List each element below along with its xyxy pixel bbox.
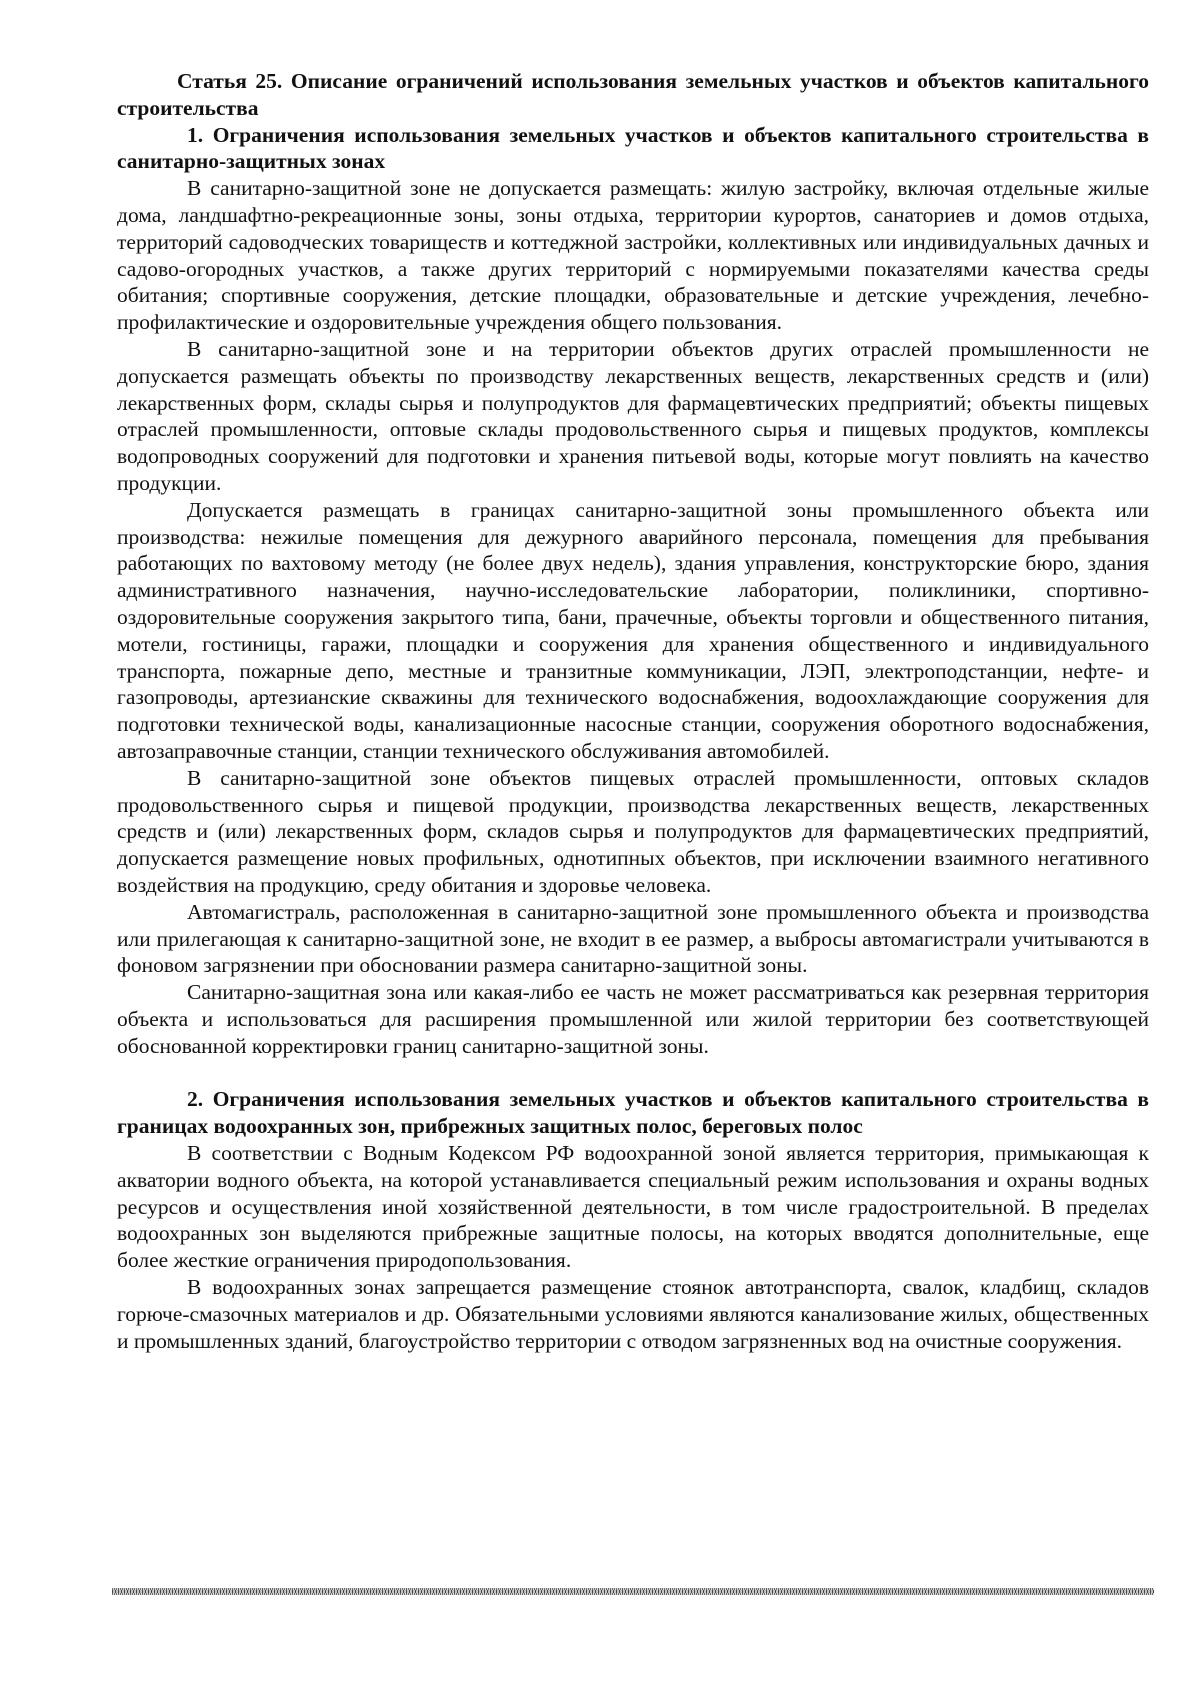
article-title: Статья 25. Описание ограничений использования земельных участков и объектов капитального строительства [117,69,1149,120]
section-2-paragraph: В водоохранных зонах запрещается размещение стоянок автотранспорта, свалок, кладбищ, складов горюче-смазочных материалов и др. Обязательными условиями являются канализование жилых, общественных и промышленных зданий, благоустройство территории с отводом загрязненных вод на очистные сооружения. [117,1275,1149,1353]
section-1-paragraph: Допускается размещать в границах санитарно-защитной зоны промышленного объекта или производства: нежилые помещения для дежурного аварийного персонала, помещения для пребывания работающих по вахтовому методу (не более двух недель), здания управления, конструкторские бюро, здания административного назначения, научно-исследовательские лаборатории, поликлиники, спортивно-оздоровительные сооружения закрытого типа, бани, прачечные, объекты торговли и общественного питания, мотели, гостиницы, гаражи, площадки и сооружения для хранения общественного и индивидуального транспорта, пожарные депо, местные и транзитные коммуникации, ЛЭП, электроподстанции, нефте- и газопроводы, артезианские скважины для технического водоснабжения, водоохлаждающие сооружения для подготовки технической воды, канализационные насосные станции, сооружения оборотного водоснабжения, автозаправочные станции, станции технического обслуживания автомобилей. [117,497,1149,763]
section-2-paragraph: В соответствии с Водным Кодексом РФ водоохранной зоной является территория, примыкающая к акватории водного объекта, на которой устанавливается специальный режим использования и охраны водных ресурсов и осуществления иной хозяйственной деятельности, в том числе градостроительной. В пределах водоохранных зон выделяются прибрежные защитные полосы, на которых вводятся дополнительные, еще более жесткие ограничения природопользования. [117,1141,1149,1273]
section-2-heading: 2. Ограничения использования земельных участков и объектов капитального строительства в границах водоохранных зон, прибрежных защитных полос, береговых полос [117,1087,1149,1139]
section-1-heading: 1. Ограничения использования земельных участков и объектов капитального строительства в санитарно-защитных зонах [117,122,1149,174]
section-1-paragraph: В санитарно-защитной зоне объектов пищевых отраслей промышленности, оптовых складов продовольственного сырья и пищевой продукции, производства лекарственных веществ, лекарственных средств и (или) лекарственных форм, складов сырья и полупродуктов для фармацевтических предприятий, допускается размещение новых профильных, однотипных объектов, при исключении взаимного негативного воздействия на продукцию, среду обитания и здоровье человека. [117,765,1149,897]
section-1-paragraph: В санитарно-защитной зоне не допускается размещать: жилую застройку, включая отдельные жилые дома, ландшафтно-рекреационные зоны, зоны отдыха, территории курортов, санаториев и домов отдыха, территорий садоводческих товариществ и коттеджной застройки, коллективных или индивидуальных дачных и садово-огородных участков, а также других территорий с нормируемыми показателями качества среды обитания; спортивные сооружения, детские площадки, образовательные и детские учреждения, лечебно-профилактические и оздоровительные учреждения общего пользования. [117,176,1149,335]
section-spacer [117,1059,1149,1086]
document-body [117,68,1149,1354]
section-1-paragraph: Автомагистраль, расположенная в санитарно-защитной зоне промышленного объекта и производства или прилегающая к санитарно-защитной зоне, не входит в ее размер, а выбросы автомагистрали учитываются в фоновом загрязнении при обосновании размера санитарно-защитной зоны. [117,899,1149,978]
page-bottom-rule [112,1588,1154,1595]
section-1-paragraph: Санитарно-защитная зона или какая-либо ее часть не может рассматриваться как резервная территория объекта и использоваться для расширения промышленной или жилой территории без соответствующей обоснованной корректировки границ санитарно-защитной зоны. [117,980,1149,1058]
section-1-paragraph: В санитарно-защитной зоне и на территории объектов других отраслей промышленности не допускается размещать объекты по производству лекарственных веществ, лекарственных средств и (или) лекарственных форм, склады сырья и полупродуктов для фармацевтических предприятий; объекты пищевых отраслей промышленности, оптовые склады продовольственного сырья и пищевых продуктов, комплексы водопроводных сооружений для подготовки и хранения питьевой воды, которые могут повлиять на качество продукции. [117,336,1149,495]
